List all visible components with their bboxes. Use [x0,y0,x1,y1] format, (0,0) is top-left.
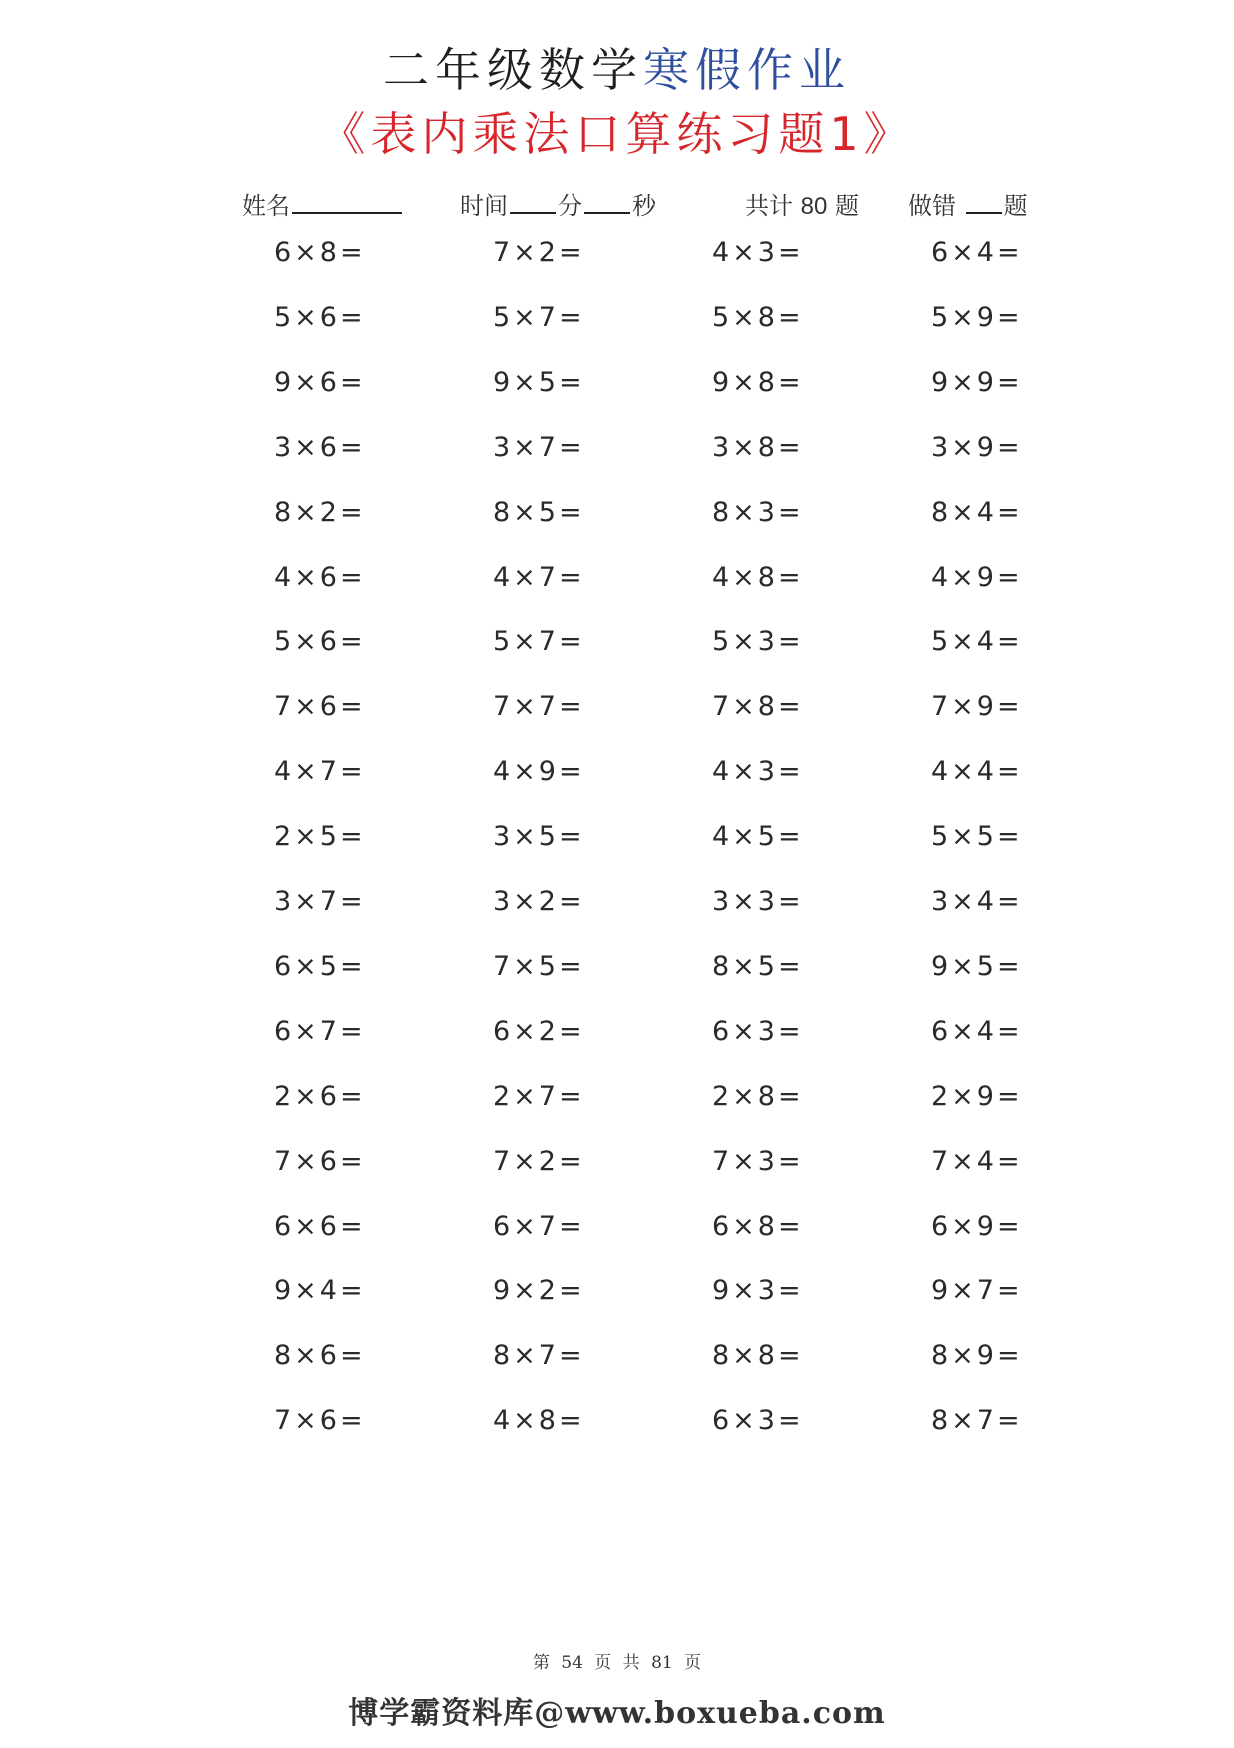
title-part-grade: 二年级数学 [383,43,643,97]
problem-item: 4×3= [712,237,804,268]
problem-item: 7×9= [931,691,1023,723]
total-suffix: 题 [834,192,859,220]
total-prefix: 共计 [745,192,793,220]
problem-item: 4×7= [493,561,585,593]
problem-item: 3×7= [274,886,366,917]
problem-item: 3×7= [493,431,585,463]
problem-item: 7×6= [274,691,366,723]
problem-item: 4×8= [712,561,804,593]
problem-item: 5×5= [931,821,1023,853]
problem-item: 5×7= [493,626,585,658]
problem-item: 6×4= [931,237,1023,268]
problem-item: 8×8= [712,1340,804,1372]
problem-item: 9×6= [274,366,366,398]
problem-item: 5×6= [274,301,366,333]
time-label: 时间 [460,192,508,220]
problem-item: 2×8= [712,1080,804,1112]
problem-item: 7×3= [712,1145,804,1177]
problem-item: 8×5= [493,496,585,528]
problem-item: 8×7= [931,1405,1023,1437]
problem-item: 7×7= [493,691,585,723]
problem-item: 8×2= [274,496,366,528]
problem-item: 9×5= [931,950,1023,982]
wrong-label: 做错 [908,192,956,220]
problem-item: 4×9= [931,561,1023,593]
problem-item: 3×2= [493,886,585,917]
problem-item: 4×9= [493,756,585,788]
problem-item: 2×5= [274,821,366,853]
brand-watermark: 博学霸资料库@www.boxueba.com [348,1696,886,1731]
problem-item: 9×5= [493,366,585,398]
problem-item: 7×2= [493,237,585,268]
title-part-homework: 寒假作业 [643,43,851,97]
problem-item: 5×6= [274,626,366,658]
page-number: 第 54 页 共 81 页 [532,1653,702,1673]
problem-item: 6×3= [712,1405,804,1437]
problem-item: 6×4= [931,1015,1023,1047]
problem-item: 7×8= [712,691,804,723]
problem-item: 7×4= [931,1145,1023,1177]
wrong-suffix: 题 [1003,192,1028,220]
problem-item: 9×2= [493,1275,585,1307]
problem-item: 3×6= [274,431,366,463]
second-label: 秒 [632,192,656,220]
problem-item: 5×8= [712,301,804,333]
problem-item: 4×5= [712,821,804,853]
problem-item: 6×7= [493,1210,585,1242]
problem-item: 3×8= [712,431,804,463]
problem-item: 2×7= [493,1080,585,1112]
problem-item: 3×4= [931,886,1023,917]
problem-item: 6×9= [931,1210,1023,1242]
problem-item: 3×3= [712,886,804,917]
problem-item: 6×6= [274,1210,366,1242]
problem-item: 5×9= [931,301,1023,333]
problem-item: 8×5= [712,950,804,982]
page-subtitle: 《表内乘法口算练习题1》 [319,107,915,161]
problem-item: 2×9= [931,1080,1023,1112]
problem-item: 2×6= [274,1080,366,1112]
problem-item: 7×6= [274,1145,366,1177]
problem-item: 9×9= [931,366,1023,398]
problem-item: 8×7= [493,1340,585,1372]
minute-label: 分 [558,192,582,220]
problem-item: 5×3= [712,626,804,658]
problem-item: 6×8= [712,1210,804,1242]
problem-item: 8×9= [931,1340,1023,1372]
problem-item: 6×8= [274,237,366,268]
problem-item: 4×7= [274,756,366,788]
problem-item: 9×4= [274,1275,366,1307]
problem-item: 7×2= [493,1145,585,1177]
problem-item: 4×3= [712,756,804,788]
problem-item: 4×8= [493,1405,585,1437]
problem-item: 6×5= [274,950,366,982]
problem-item: 9×8= [712,366,804,398]
problem-item: 7×6= [274,1405,366,1437]
problem-item: 3×9= [931,431,1023,463]
problem-item: 9×7= [931,1275,1023,1307]
problem-item: 6×2= [493,1015,585,1047]
problem-item: 3×5= [493,821,585,853]
problem-item: 8×3= [712,496,804,528]
problem-item: 6×7= [274,1015,366,1047]
problem-item: 5×7= [493,301,585,333]
problem-item: 6×3= [712,1015,804,1047]
problem-item: 5×4= [931,626,1023,658]
problem-item: 4×6= [274,561,366,593]
problem-item: 7×5= [493,950,585,982]
problem-item: 9×3= [712,1275,804,1307]
problem-item: 8×4= [931,496,1023,528]
total-count: 80 [800,193,828,220]
problem-item: 8×6= [274,1340,366,1372]
problem-item: 4×4= [931,756,1023,788]
name-label: 姓名 [242,192,290,220]
